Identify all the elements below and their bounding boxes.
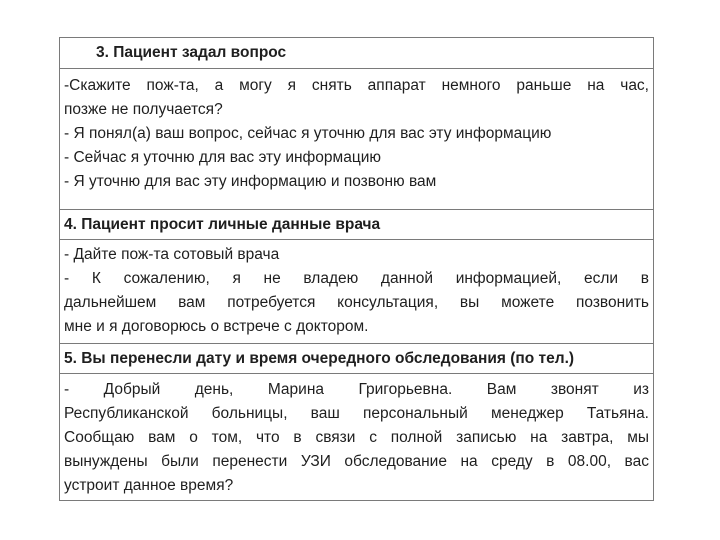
dialogue-line: устроит данное время? — [64, 477, 234, 494]
dialogue-line: позже не получается? — [64, 101, 223, 118]
dialogue-line: Сообщаю вам о том, что в связи с полной записью на завтра, мы — [64, 429, 649, 446]
script-table — [59, 37, 654, 501]
dialogue-line: мне и я договорюсь о встрече с доктором. — [64, 318, 369, 335]
dialogue-line: - Я понял(а) ваш вопрос, сейчас я уточню для вас эту информацию — [64, 125, 552, 142]
dialogue-line: - К сожалению, я не владею данной информацией, если в — [64, 270, 649, 287]
section-5-title: 5. Вы перенесли дату и время очередного обследования (по тел.) — [64, 349, 575, 367]
dialogue-line: Республиканской больницы, ваш персональный менеджер Татьяна. — [64, 405, 649, 422]
dialogue-line: - Я уточню для вас эту информацию и позвоню вам — [64, 173, 437, 190]
dialogue-line: вынуждены были перенести УЗИ обследование на среду в 08.00, вас — [64, 453, 649, 470]
section-3-body — [60, 69, 653, 210]
dialogue-line: -Скажите пож-та, а могу я снять аппарат немного раньше на час, — [64, 77, 649, 94]
section-4-title: 4. Пациент просит личные данные врача — [64, 215, 381, 233]
dialogue-line: - Сейчас я уточню для вас эту информацию — [64, 149, 381, 166]
section-3-title: 3. Пациент задал вопрос — [96, 44, 287, 61]
section-5-heading — [60, 344, 653, 374]
section-5-body — [60, 374, 653, 500]
section-3-heading — [60, 38, 653, 69]
dialogue-line: дальнейшем вам потребуется консультация, вы можете позвонить — [64, 294, 649, 311]
section-4-body — [60, 240, 653, 344]
dialogue-line: - Добрый день, Марина Григорьевна. Вам звонят из — [64, 381, 649, 398]
section-4-heading — [60, 210, 653, 240]
dialogue-line: - Дайте пож-та сотовый врача — [64, 246, 280, 263]
